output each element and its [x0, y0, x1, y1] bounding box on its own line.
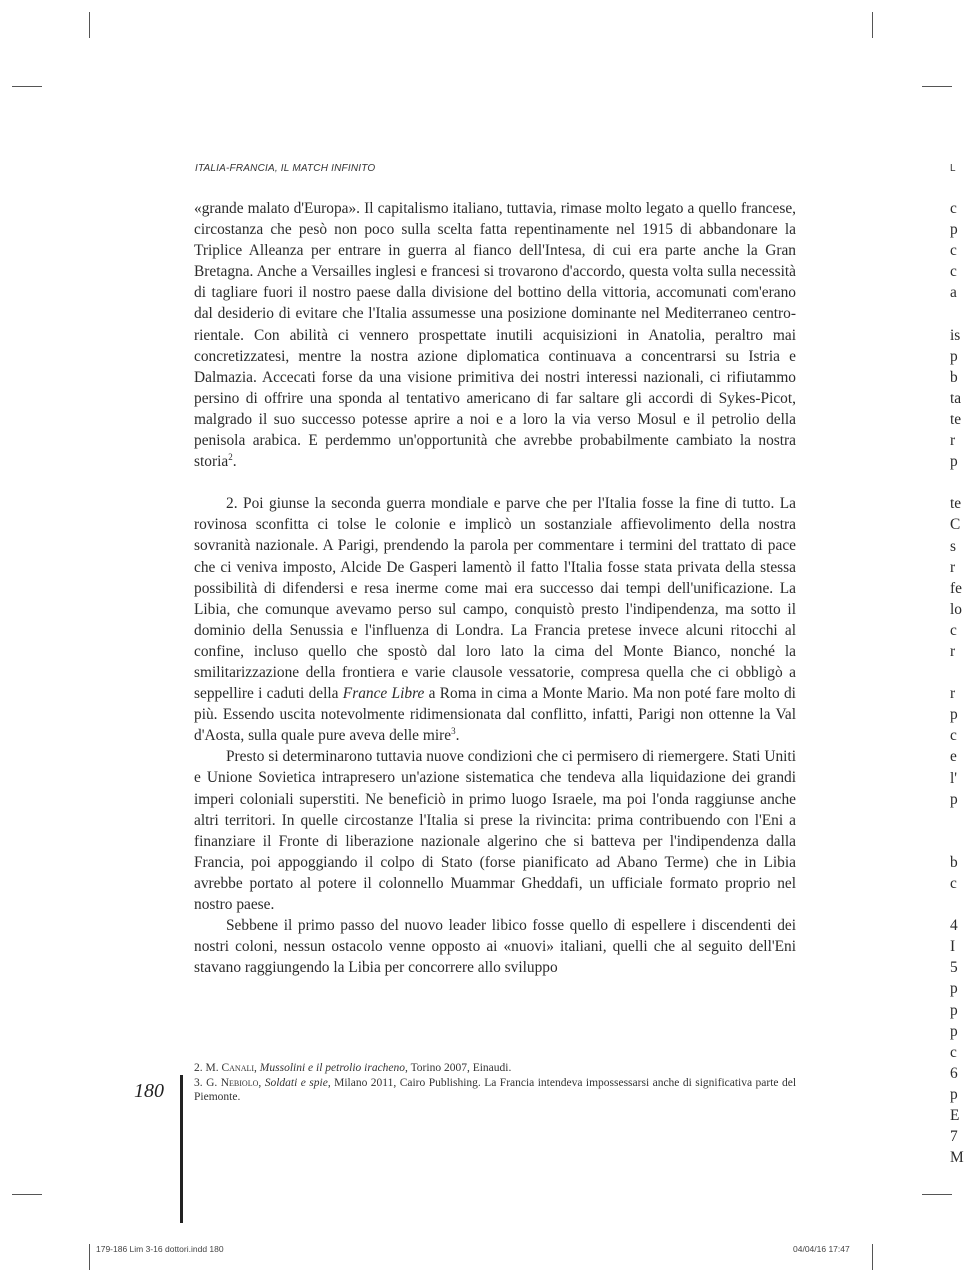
- footnote-3: 3. G. Nebiolo, Soldati e spie, Milano 2011, Cairo Publishing. La Francia intendeva impossessarsi anche di significativa parte del Piemonte.: [194, 1076, 797, 1103]
- crop-mark-left-lower: [12, 1194, 42, 1195]
- next-page-line-fragment: c: [950, 263, 957, 281]
- next-page-line-fragment: [950, 472, 970, 493]
- next-page-line-fragment: c: [950, 875, 957, 892]
- next-page-line-fragment: [950, 662, 970, 683]
- next-page-line-fragment: p: [950, 980, 958, 998]
- next-page-line-fragment: p: [950, 347, 958, 365]
- next-page-line-fragment: I: [950, 938, 956, 956]
- next-page-line-fragment: M: [950, 1149, 964, 1167]
- next-page-line-fragment: c: [950, 727, 957, 745]
- paragraph-3: Presto si determinarono tuttavia nuove condizioni che ci permisero di riemergere. Stati Uniti e Unione Sovietica intrapresero un'azione sistematica che tendeva alla liquidazione dei grandi imperi coloniali superstiti. Ne beneficiò in primo luogo Israele, ma poi l'onda raggiunse anche altri territori. In quelle circostanze l'Italia si prese la rivincita: prima contribuendo con l'Eni a finanziare il Fronte di liberazione nazionale algerino che si batteva per l'indipendenza dalla Francia, poi appoggiando il colpo di Stato (forse pianificato ad Abano Terme) che in Libia avrebbe portato al potere il colonnello Muammar Gheddafi, un ufficiale formato proprio nel nostro paese.: [194, 748, 796, 913]
- footnotes: [194, 1061, 796, 1105]
- next-page-line-fragment: te: [950, 495, 962, 513]
- page-number: 180: [134, 1080, 164, 1102]
- crop-mark-bottom-left: [89, 1244, 90, 1270]
- next-page-line-fragment: p: [950, 1085, 958, 1103]
- next-page-line-fragment: lo: [950, 600, 962, 618]
- crop-mark-right-upper: [922, 86, 952, 87]
- main-text: [194, 198, 796, 978]
- next-page-line-fragment: r: [950, 642, 956, 660]
- page-number-rule: [180, 1075, 183, 1223]
- footnote-ref-3: 3: [451, 726, 456, 737]
- next-page-column-fragment: [950, 198, 970, 1168]
- next-page-header-fragment: L: [950, 163, 956, 174]
- next-page-line-fragment: c: [950, 242, 957, 260]
- next-page-line-fragment: c: [950, 200, 957, 217]
- next-page-line-fragment: r: [950, 558, 956, 576]
- next-page-line-fragment: ta: [950, 389, 962, 407]
- paragraph-1: «grande malato d'Europa». Il capitalismo italiano, tuttavia, rimase molto legato a quello francese, circostanza che pesò non poco sulla scelta fatta repentinamente nel 1915 di abbandonare la Triplice Alleanza per entrare in guerra al fianco dell'Intesa, di cui era parte anche la Gran Bretagna. Anche a Versailles inglesi e francesi si trovarono d'accordo, questa volta sulla necessità di tagliare fuori il nostro paese dalla divisione del bottino della vittoria, accomunati com'erano dal desiderio di evitare che l'Italia assumesse una posizione dominante nel Mediterraneo centro-rientale. Con abilità ci vennero prospettate inutili acquisizioni in Anatolia, peraltro mai concretizzatesi, mentre la nostra azione diplomatica continuava a concentrarsi su Istria e Dalmazia. Accecati forse da una visione primitiva dei nostri interessi nazionali, ci rifiutammo persino di offrire una sponda al tentativo americano di far saltare gli accordi di Sykes-Picot, malgrado il suo successo potesse aprire a noi e a loro la via verso Mosul e il petrolio della penisola arabica. E perdemmo un'opportunità che avrebbe probabilmente cambiato la nostra storia$^2$.: [194, 200, 796, 471]
- paragraph-2: 2. Poi giunse la seconda guerra mondiale e parve che per l'Italia fosse la fine di tutto. La rovinosa sconfitta ci tolse le colonie e implicò un sostanziale affievolimento della nostra sovranità nazionale. A Parigi, prendendo la parola per commentare i termini del trattato di pace che ci veniva imposto, Alcide De Gasperi lamentò il fatto l'Italia fosse stata privata della stessa possibilità di difendersi e resa inerme come mai era successo dai tempi dell'unificazione. La Libia, che comunque avevamo perso sul campo, conquistò presto l'indipendenza, ma sotto il dominio della Senussia e l'influenza di Londra. La Francia pretese invece alcuni ritocchi al confine, incluso quello che spostò dal loro lato la cima del Monte Bianco, nonché la smilitarizzazione della frontiera e varie clausole vessatorie, compresa quella che ci obbligò a seppellire i caduti della France Libre a Roma in cima a Monte Mario. Ma non poté fare molto di più. Essendo uscita notevolmente ridimensionata dal conflitto, infatti, Parigi non ottenne la Val d'Aosta, sulla quale pure aveva delle mire$^3$.: [194, 495, 796, 745]
- next-page-line-fragment: p: [950, 1001, 958, 1019]
- next-page-line-fragment: 7: [950, 1128, 958, 1146]
- next-page-line-fragment: p: [950, 706, 958, 724]
- next-page-line-fragment: 5: [950, 959, 958, 977]
- next-page-line-fragment: p: [950, 1022, 958, 1040]
- crop-mark-top-right: [872, 12, 873, 38]
- next-page-line-fragment: 6: [950, 1064, 958, 1082]
- crop-mark-left-upper: [12, 86, 42, 87]
- running-header: ITALIA-FRANCIA, IL MATCH INFINITO: [195, 163, 376, 174]
- next-page-line-fragment: [950, 810, 970, 831]
- next-page-line-fragment: c: [950, 1043, 957, 1061]
- slug-file-info: 179-186 Lim 3-16 dottori.indd 180: [96, 1244, 224, 1254]
- next-page-line-fragment: p: [950, 221, 958, 239]
- next-page-line-fragment: b: [950, 853, 958, 871]
- next-page-line-fragment: E: [950, 1107, 960, 1125]
- next-page-line-fragment: is: [950, 326, 961, 344]
- next-page-line-fragment: fe: [950, 579, 962, 597]
- slug-timestamp: 04/04/16 17:47: [793, 1244, 850, 1254]
- next-page-line-fragment: a: [950, 284, 957, 302]
- crop-mark-right-lower: [922, 1194, 952, 1195]
- next-page-line-fragment: C: [950, 516, 961, 534]
- next-page-line-fragment: te: [950, 410, 962, 428]
- next-page-line-fragment: c: [950, 621, 957, 639]
- footnote-2: 2. M. Canali, Mussolini e il petrolio iracheno, Torino 2007, Einaudi.: [194, 1062, 512, 1074]
- next-page-line-fragment: [950, 831, 970, 852]
- next-page-line-fragment: s: [950, 537, 956, 555]
- next-page-line-fragment: r: [950, 685, 956, 703]
- crop-mark-bottom-right: [872, 1244, 873, 1270]
- footnote-ref-2: 2: [228, 452, 233, 462]
- next-page-line-fragment: b: [950, 368, 958, 386]
- next-page-line-fragment: p: [950, 790, 958, 808]
- paragraph-4: Sebbene il primo passo del nuovo leader libico fosse quello di espellere i discendenti dei nostri coloni, nessun ostacolo venne opposto ai «nuovi» italiani, quelli che al seguito dell'Eni stavano raggiungendo la Libia per concorrere allo sviluppo: [194, 917, 796, 977]
- next-page-line-fragment: l': [950, 769, 958, 787]
- next-page-line-fragment: [950, 303, 970, 324]
- crop-mark-top-left: [89, 12, 90, 38]
- next-page-line-fragment: e: [950, 748, 957, 766]
- next-page-line-fragment: r: [950, 432, 956, 450]
- italic-france-libre: France Libre: [342, 685, 425, 703]
- next-page-line-fragment: p: [950, 453, 958, 471]
- next-page-line-fragment: [950, 894, 970, 915]
- next-page-line-fragment: 4: [950, 917, 958, 935]
